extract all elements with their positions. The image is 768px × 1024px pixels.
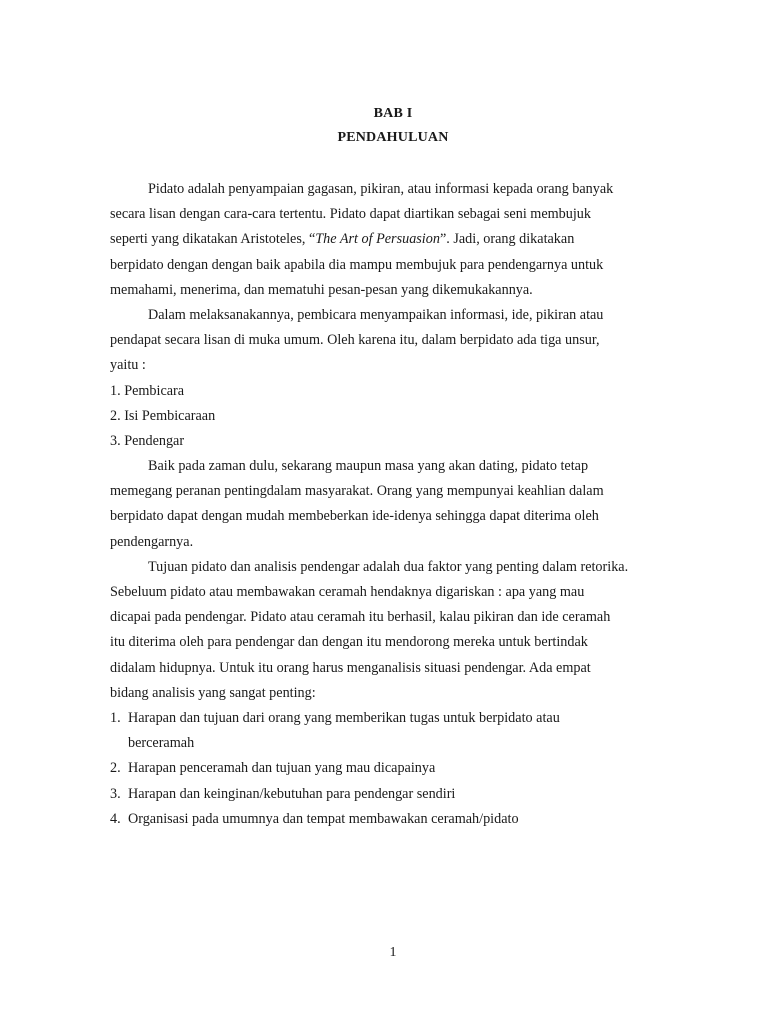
paragraph-line: Tujuan pidato dan analisis pendengar adalah dua faktor yang penting dalam retorika.	[148, 558, 629, 575]
paragraph-line: Baik pada zaman dulu, sekarang maupun masa yang akan dating, pidato tetap	[148, 458, 589, 475]
list-text: Harapan penceramah dan tujuan yang mau dicapainya	[128, 760, 436, 777]
list-text: Harapan dan keinginan/kebutuhan para pendengar sendiri	[128, 785, 456, 802]
list-item: 2. Isi Pembicaraan	[110, 407, 216, 424]
paragraph-line	[110, 227, 672, 252]
paragraph-line: dicapai pada pendengar. Pidato atau ceramah itu berhasil, kalau pikiran dan ide ceramah	[110, 609, 611, 626]
list-number: 4.	[110, 810, 121, 827]
list-item-continuation: berceramah	[128, 735, 195, 752]
paragraph-line: Sebeluum pidato atau membawakan ceramah hendaknya digariskan : apa yang mau	[110, 584, 585, 600]
chapter-title: PENDAHULUAN	[337, 130, 449, 145]
list-text: Organisasi pada umumnya dan tempat membawakan ceramah/pidato	[128, 810, 519, 827]
list-item: 3. Pendengar	[110, 432, 185, 449]
italic-title: The Art of Persuasion	[315, 231, 440, 248]
paragraph-line: memahami, menerima, dan mematuhi pesan-pesan yang dikemukakannya.	[110, 281, 533, 298]
page-number: 1	[389, 945, 397, 960]
list-item	[110, 782, 672, 807]
paragraph-line: didalam hidupnya. Untuk itu orang harus menganalisis situasi pendengar. Ada empat	[110, 659, 591, 676]
list-text: Harapan dan tujuan dari orang yang memberikan tugas untuk berpidato atau	[128, 709, 560, 726]
paragraph-line: Pidato adalah penyampaian gagasan, pikiran, atau informasi kepada orang banyak	[148, 181, 614, 197]
list-number: 1.	[110, 709, 121, 726]
paragraph-line: berpidato dapat dengan mudah membeberkan ide-idenya sehingga dapat diterima oleh	[110, 508, 599, 525]
paragraph-line: memegang peranan pentingdalam masyarakat. Orang yang mempunyai keahlian dalam	[110, 483, 604, 500]
list-item	[110, 807, 672, 832]
list-item	[110, 706, 672, 731]
paragraph-line: itu diterima oleh para pendengar dan dengan itu mendorong mereka untuk bertindak	[110, 634, 588, 651]
paragraph-line: pendengarnya.	[110, 533, 194, 550]
text-span: ”. Jadi, orang dikatakan	[439, 231, 575, 248]
paragraph-line: bidang analisis yang sangat penting:	[110, 684, 316, 701]
paragraph-line: secara lisan dengan cara-cara tertentu. Pidato dapat diartikan sebagai seni membujuk	[110, 206, 591, 223]
paragraph-line: yaitu :	[110, 357, 146, 374]
paragraph-line: Dalam melaksanakannya, pembicara menyampaikan informasi, ide, pikiran atau	[148, 306, 604, 323]
list-item: 1. Pembicara	[110, 382, 185, 399]
paragraph-line: pendapat secara lisan di muka umum. Oleh karena itu, dalam berpidato ada tiga unsur,	[110, 332, 600, 349]
body-text	[110, 177, 672, 832]
list-number: 2.	[110, 760, 121, 777]
text-span: seperti yang dikatakan Aristoteles, “	[110, 231, 316, 248]
list-number: 3.	[110, 785, 121, 802]
chapter-heading: BAB I	[373, 106, 413, 121]
paragraph-line: berpidato dengan dengan baik apabila dia mampu membujuk para pendengarnya untuk	[110, 256, 604, 273]
list-item	[110, 756, 672, 781]
